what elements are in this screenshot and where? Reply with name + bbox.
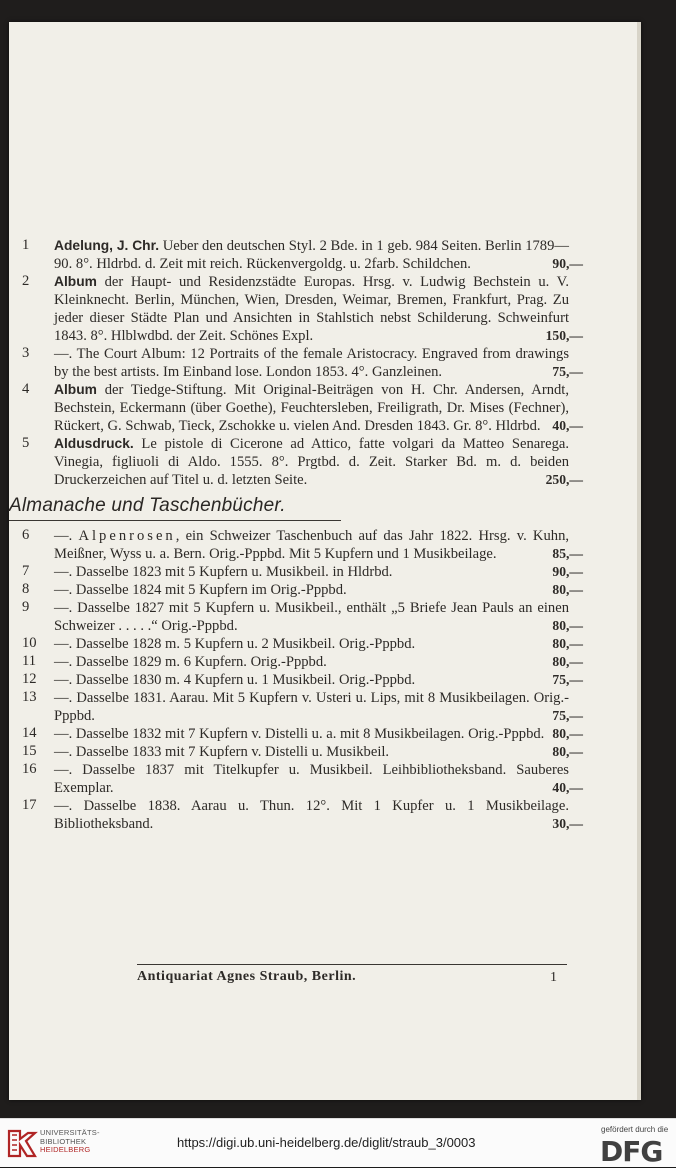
entry-description: —. The Court Album: 12 Portraits of the female Aristocracy. Engraved from drawings by the best artists. Im Einband lose. London 1853. 4°. Ganzleinen.: [54, 346, 569, 380]
entry-price: 40,—: [552, 780, 583, 795]
viewer-bottom-bar: [0, 1118, 676, 1167]
entry-price: 90,—: [552, 256, 583, 271]
library-name-line: HEIDELBERG: [40, 1145, 91, 1154]
entries-bottom: [9, 563, 641, 833]
footer-page-number: 1: [550, 970, 557, 985]
entry-number: 1: [22, 237, 30, 253]
entry-price: 85,—: [552, 546, 583, 561]
catalog-entry-15: [9, 743, 641, 761]
entry-number: 2: [22, 273, 30, 289]
catalog-listing: [9, 237, 641, 833]
library-name-line: UNIVERSITÄTS-: [40, 1128, 100, 1137]
entry-number: 17: [22, 797, 37, 813]
catalog-entry-5: [9, 435, 641, 489]
entry-number: 12: [22, 671, 37, 687]
entry-number: 13: [22, 689, 37, 705]
entry-number: 11: [22, 653, 37, 669]
entry-description: Ueber den deutschen Styl. 2 Bde. in 1 geb. 984 Seiten. Berlin 1789—90. 8°. Hldrbd. d. Zeit mit reich. Rückenvergoldg. u. 2farb. Schildchen.: [54, 238, 569, 272]
entry-price: 75,—: [552, 708, 583, 723]
entry-price: 80,—: [552, 654, 583, 669]
entry-price: 75,—: [552, 364, 583, 379]
catalog-entry-3: [9, 345, 641, 381]
footer-rule: [137, 964, 567, 965]
catalog-entry-16: [9, 761, 641, 797]
entry-number: 10: [22, 635, 37, 651]
entry-description: —. Dasselbe 1827 mit 5 Kupfern u. Musikbeil., enthält „5 Briefe Jean Pauls an einen Schweizer . . . . .“ Orig.-Pppbd.: [54, 600, 569, 634]
entry-description: —. Dasselbe 1830 m. 4 Kupfern u. 1 Musikbeil. Orig.-Pppbd.: [54, 672, 416, 688]
section-rule: [9, 520, 341, 521]
entry-number: 16: [22, 761, 37, 777]
entry-text: [54, 237, 569, 273]
entry-author: Adelung, J. Chr.: [54, 238, 160, 253]
entry-number: 5: [22, 435, 30, 451]
catalog-entry-14: [9, 725, 641, 743]
catalog-entry-8: [9, 581, 641, 599]
entry-price: 40,—: [552, 418, 583, 433]
entry-price: 250,—: [545, 472, 583, 487]
catalog-entry-6: [9, 527, 641, 563]
entry-price: 80,—: [552, 618, 583, 633]
entry-number: 8: [22, 581, 30, 597]
entry-description: —. Dasselbe 1831. Aarau. Mit 5 Kupfern v. Usteri u. Lips, mit 8 Musikbeilagen. Orig.-Pppbd.: [54, 690, 569, 724]
entry-description: —. Dasselbe 1829 m. 6 Kupfern. Orig.-Pppbd.: [54, 654, 327, 670]
entry-number: 3: [22, 345, 30, 361]
entry-text: [54, 273, 569, 345]
dfg-logo[interactable]: DFG: [600, 1135, 663, 1168]
entry-number: 14: [22, 725, 37, 741]
entry-price: 150,—: [545, 328, 583, 343]
entry-number: 7: [22, 563, 30, 579]
entry-description: —. Dasselbe 1828 m. 5 Kupfern u. 2 Musikbeil. Orig.-Pppbd.: [54, 636, 416, 652]
catalog-entry-4: [9, 381, 641, 435]
catalog-entry-2: [9, 273, 641, 345]
catalog-entry-17: [9, 797, 641, 833]
catalog-entry-13: [9, 689, 641, 725]
entry-description: , ein Schweizer Taschenbuch auf das Jahr 1822. Hrsg. v. Kuhn, Meißner, Wyss u. a. Bern. Orig.-Pppbd. Mit 5 Kupfern und 1 Musikbeilage.: [54, 528, 570, 562]
entry-author: Album: [54, 274, 97, 289]
entry-description: —. Dasselbe 1838. Aarau u. Thun. 12°. Mit 1 Kupfer u. 1 Musikbeilage. Bibliotheksband.: [54, 798, 569, 832]
entry-author: Album: [54, 382, 97, 397]
entry-lead: —.: [54, 528, 79, 544]
section-title: Almanache und Taschenbücher.: [9, 495, 286, 516]
catalog-entry-7: [9, 563, 641, 581]
entry-description: der Haupt- und Residenzstädte Europas. Hrsg. v. Ludwig Bechstein u. V. Kleinknecht. Berlin, München, Wien, Dresden, Weimar, Bremen, Frankfurt, Prag. Zu jeder dieser Städte Plan und Ansichten in Stahlstich nebst Schilderung. Schweinfurt 1843. 8°. Hlblwdbd. der Zeit. Schönes Expl.: [54, 274, 569, 344]
catalog-entry-11: [9, 653, 641, 671]
permalink-url[interactable]: https://digi.ub.uni-heidelberg.de/diglit/straub_3/0003: [177, 1135, 476, 1150]
entry-price: 80,—: [552, 636, 583, 651]
entry-number: 4: [22, 381, 30, 397]
entry-description: —. Dasselbe 1833 mit 7 Kupfern v. Distelli u. Musikbeil.: [54, 744, 390, 760]
catalog-entry-10: [9, 635, 641, 653]
entry-price: 90,—: [552, 564, 583, 579]
entry-number: 9: [22, 599, 30, 615]
sponsor-label: gefördert durch die: [601, 1125, 669, 1134]
entry-description: der Tiedge-Stiftung. Mit Original-Beiträgen von H. Chr. Andersen, Arndt, Bechstein, Eckermann (über Goethe), Feuchtersleben, Freiligrath, Dr. Mises (Fechner), Rückert, G. Schwab, Tieck, Zschokke u. vielen And. Dresden 1843. Gr. 8°. Hldrbd.: [54, 382, 569, 434]
entry-price: 80,—: [552, 582, 583, 597]
entry-text: [54, 435, 569, 489]
footer-publisher: Antiquariat Agnes Straub, Berlin.: [137, 969, 357, 984]
entry-price: 80,—: [552, 744, 583, 759]
entry-author: Aldusdruck.: [54, 436, 134, 451]
scanned-page: [9, 22, 641, 1100]
library-name-line: BIBLIOTHEK: [40, 1136, 87, 1146]
page-footer: [9, 954, 641, 994]
entry-description: Le pistole di Cicerone ad Attico, fatte volgari da Matteo Senarega. Vinegia, figliuoli di Aldo. 1555. 8°. Prgtbd. d. Zeit. Starker Bd. m. d. beiden Druckerzeichen auf Titel u. d. letzten Seite.: [54, 436, 569, 488]
entry-number: 15: [22, 743, 37, 759]
catalog-entry-12: [9, 671, 641, 689]
entries-top: [9, 237, 641, 489]
entry-description: —. Dasselbe 1832 mit 7 Kupfern v. Distelli u. a. mit 8 Musikbeilagen. Orig.-Pppbd.: [54, 726, 545, 742]
library-crest-icon[interactable]: [6, 1127, 38, 1161]
entry-text: [54, 381, 569, 435]
entry-description: —. Dasselbe 1823 mit 5 Kupfern u. Musikbeil. in Hldrbd.: [54, 564, 393, 580]
entry-number: 6: [22, 527, 30, 543]
entry-description: —. Dasselbe 1824 mit 5 Kupfern im Orig.-Pppbd.: [54, 582, 347, 598]
library-name[interactable]: [40, 1129, 100, 1155]
entry-price: 80,—: [552, 726, 583, 741]
entry-price: 75,—: [552, 672, 583, 687]
entry-title-spaced: Alpenrosen: [78, 528, 176, 544]
entry-text: [54, 345, 569, 381]
entry-price: 30,—: [552, 816, 583, 831]
catalog-entry-1: [9, 237, 641, 273]
entry-description: —. Dasselbe 1837 mit Titelkupfer u. Musikbeil. Leihbibliotheksband. Sauberes Exemplar.: [54, 762, 569, 796]
entry-text: [54, 527, 569, 563]
section-heading: [9, 495, 641, 519]
catalog-entry-9: [9, 599, 641, 635]
